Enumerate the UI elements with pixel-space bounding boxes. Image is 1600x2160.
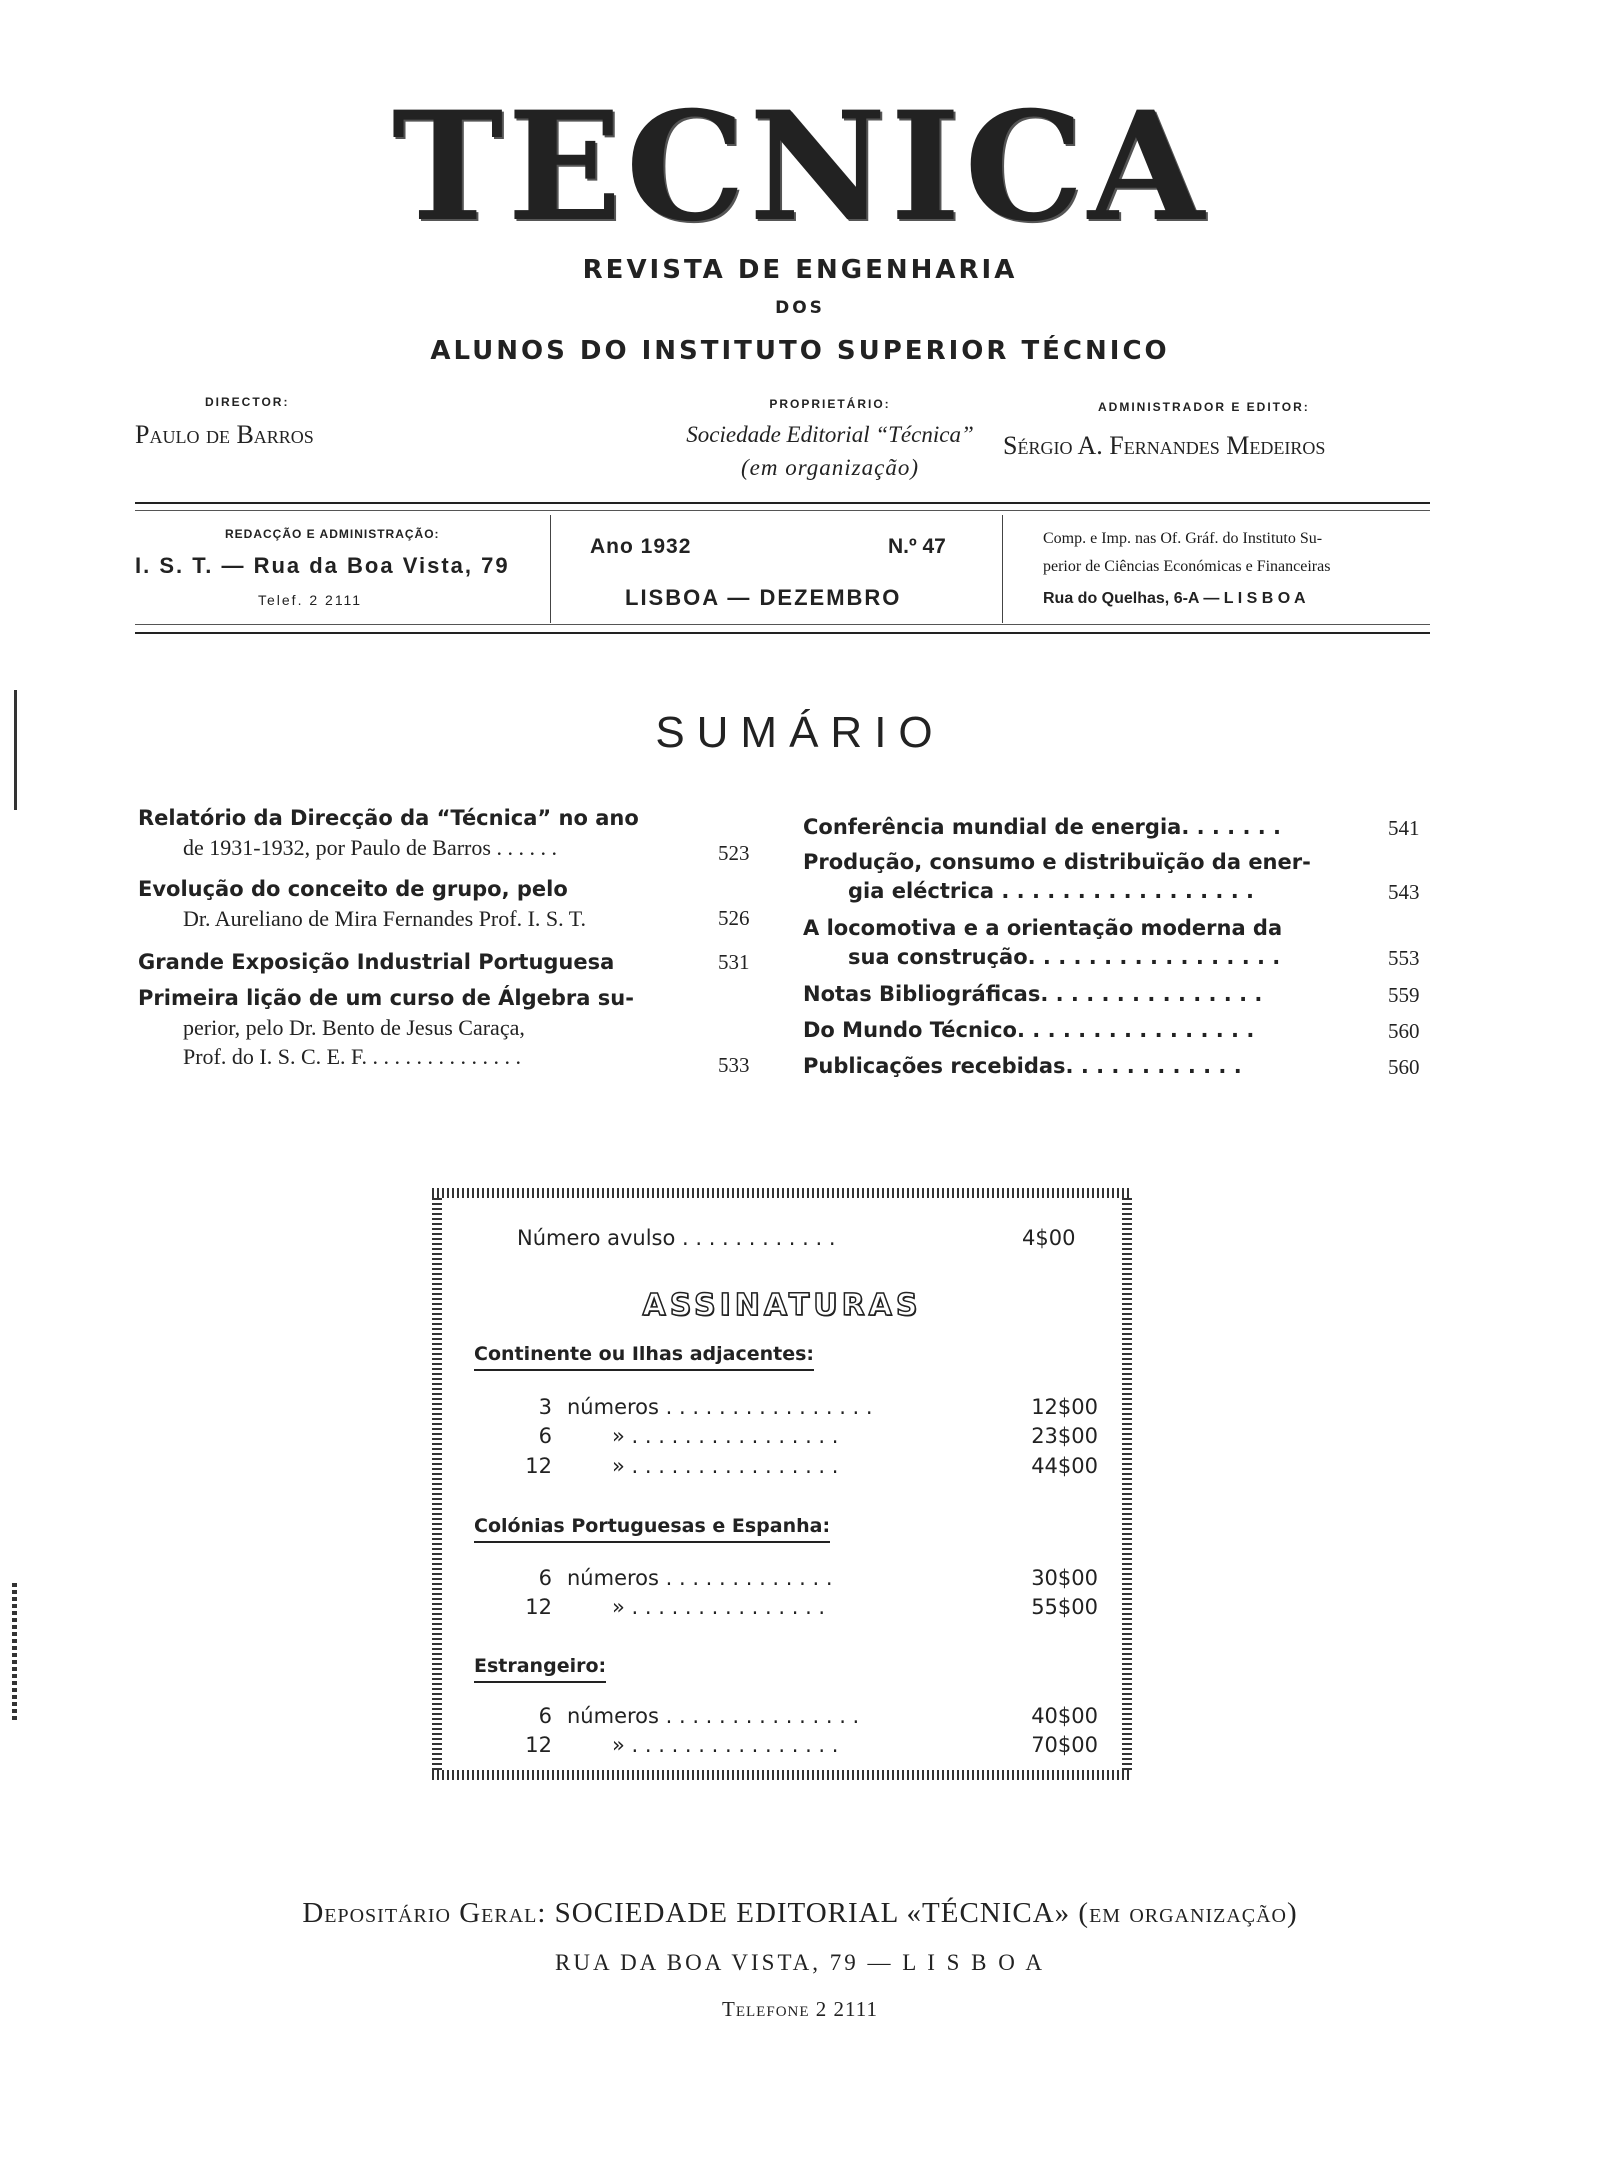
toc-item-line: Produção, consumo e distribuïção da ener- — [803, 850, 1311, 874]
toc-item[interactable] — [138, 947, 614, 977]
continente-price: 12$00 — [1031, 1395, 1098, 1419]
owner-status: (em organização) — [740, 455, 920, 480]
estrangeiro-qty: 6 — [538, 1704, 552, 1728]
colonias-label: » . . . . . . . . . . . . . . . — [612, 1595, 826, 1619]
estrangeiro-qty: 12 — [525, 1733, 552, 1757]
colonias-qty: 12 — [525, 1595, 552, 1619]
masthead-subtitle: REVISTA DE ENGENHARIA — [582, 255, 1018, 285]
toc-item[interactable] — [138, 874, 586, 933]
continente-label: » . . . . . . . . . . . . . . . . — [612, 1454, 839, 1478]
scan-edge-mark — [12, 1580, 17, 1720]
band-divider-left — [550, 515, 551, 623]
scan-edge-mark — [14, 690, 17, 810]
owner-name: Sociedade Editorial “Técnica” — [686, 422, 974, 447]
colonias-price: 30$00 — [1031, 1566, 1098, 1590]
estrangeiro-price: 40$00 — [1031, 1704, 1098, 1728]
toc-item-line: Primeira lição de um curso de Álgebra su- — [138, 986, 634, 1010]
band-phone: Telef. 2 2111 — [258, 592, 363, 608]
printer-line1: Comp. e Imp. nas Of. Gráf. do Instituto Su- — [1043, 530, 1323, 547]
admin-label: ADMINISTRADOR E EDITOR: — [1098, 400, 1310, 414]
toc-item-line: Relatório da Direcção da “Técnica” no ano — [138, 806, 639, 830]
printer-line2: perior de Ciências Económicas e Financeiras — [1043, 558, 1331, 575]
toc-item-line: Prof. do I. S. C. E. F. . . . . . . . . . . . . . . — [183, 1044, 522, 1069]
continente-label: números . . . . . . . . . . . . . . . . — [567, 1395, 873, 1419]
continente-qty: 6 — [538, 1424, 552, 1448]
toc-item-line: Dr. Aureliano de Mira Fernandes Prof. I. S. T. — [183, 906, 587, 931]
band-top-rule — [135, 502, 1430, 504]
toc-page-number: 543 — [1388, 880, 1420, 904]
colonias-heading: Colónias Portuguesas e Espanha: — [474, 1515, 830, 1543]
estrangeiro-label: » . . . . . . . . . . . . . . . . — [612, 1733, 839, 1757]
toc-item-line: Conferência mundial de energia. . . . . . . — [803, 815, 1282, 839]
toc-item-line: Notas Bibliográficas. . . . . . . . . . . . . . . — [803, 982, 1263, 1006]
continente-qty: 3 — [538, 1395, 552, 1419]
toc-page-number: 523 — [718, 841, 750, 865]
toc-item-line: Do Mundo Técnico. . . . . . . . . . . . . . . . — [803, 1018, 1255, 1042]
masthead-title: TECNICA — [391, 79, 1209, 255]
toc-item-line: Evolução do conceito de grupo, pelo — [138, 877, 568, 901]
toc-item[interactable] — [803, 1052, 1242, 1081]
toc-item-line: Grande Exposição Industrial Portuguesa — [138, 950, 615, 974]
toc-item[interactable] — [803, 914, 1282, 972]
colonias-qty: 6 — [538, 1566, 552, 1590]
toc-item-line: sua construção. . . . . . . . . . . . . . . . . — [848, 945, 1281, 969]
band-city-month: LISBOA — DEZEMBRO — [625, 585, 902, 610]
toc-page-number: 553 — [1388, 946, 1420, 970]
toc-item[interactable] — [803, 848, 1311, 906]
toc-item-line: de 1931-1932, por Paulo de Barros . . . . . . — [183, 835, 557, 860]
band-number: N.º 47 — [888, 535, 946, 558]
single-issue-label: Número avulso . . . . . . . . . . . . — [517, 1226, 836, 1250]
estrangeiro-heading: Estrangeiro: — [474, 1655, 606, 1683]
redaccao-label: REDACÇÃO E ADMINISTRAÇÃO: — [225, 527, 440, 541]
subscriptions-heading: ASSINATURAS — [642, 1288, 922, 1323]
single-issue-price: 4$00 — [1022, 1226, 1076, 1250]
footer-depositario: Depositário Geral: SOCIEDADE EDITORIAL «TÉCNICA» (em organização) — [302, 1897, 1298, 1929]
toc-item[interactable] — [138, 983, 634, 1071]
continente-price: 44$00 — [1031, 1454, 1098, 1478]
footer-address: RUA DA BOA VISTA, 79 — L I S B O A — [555, 1950, 1045, 1975]
band-divider-right — [1002, 515, 1003, 623]
toc-item[interactable] — [803, 980, 1262, 1009]
sumario-title: SUMÁRIO — [655, 708, 945, 757]
masthead-subtitle-dos: DOS — [775, 298, 825, 318]
director-label: DIRECTOR: — [205, 395, 290, 409]
toc-page-number: 559 — [1388, 983, 1420, 1007]
band-top-rule-thin — [135, 510, 1430, 511]
toc-item-line: A locomotiva e a orientação moderna da — [803, 916, 1283, 940]
masthead-subtitle-institute: ALUNOS DO INSTITUTO SUPERIOR TÉCNICO — [430, 336, 1170, 366]
colonias-price: 55$00 — [1031, 1595, 1098, 1619]
band-address: I. S. T. — Rua da Boa Vista, 79 — [135, 553, 510, 578]
toc-item-line: perior, pelo Dr. Bento de Jesus Caraça, — [183, 1015, 525, 1040]
band-bottom-rule — [135, 632, 1430, 634]
subscription-box — [422, 1178, 1142, 1790]
toc-page-number: 531 — [718, 950, 750, 974]
admin-name: Sérgio A. Fernandes Medeiros — [1003, 431, 1326, 460]
estrangeiro-label: números . . . . . . . . . . . . . . . — [567, 1704, 860, 1728]
continente-heading: Continente ou Ilhas adjacentes: — [474, 1343, 814, 1371]
toc-page-number: 533 — [718, 1053, 750, 1077]
toc-item[interactable] — [138, 803, 639, 862]
toc-page-number: 526 — [718, 906, 750, 930]
toc-page-number: 560 — [1388, 1019, 1420, 1043]
director-name: Paulo de Barros — [135, 420, 314, 449]
printer-line3: Rua do Quelhas, 6-A — L I S B O A — [1043, 590, 1306, 607]
toc-page-number: 541 — [1388, 816, 1420, 840]
estrangeiro-price: 70$00 — [1031, 1733, 1098, 1757]
continente-label: » . . . . . . . . . . . . . . . . — [612, 1424, 839, 1448]
band-bottom-rule-thin — [135, 624, 1430, 625]
footer-phone: Telefone 2 2111 — [722, 1997, 878, 2021]
toc-page-number: 560 — [1388, 1055, 1420, 1079]
owner-label: PROPRIETÁRIO: — [769, 397, 891, 411]
colonias-label: números . . . . . . . . . . . . . — [567, 1566, 833, 1590]
toc-item-line: gia eléctrica . . . . . . . . . . . . . . . . . — [848, 879, 1254, 903]
band-year: Ano 1932 — [590, 535, 692, 558]
toc-item[interactable] — [803, 1016, 1254, 1045]
toc-item[interactable] — [803, 813, 1281, 842]
toc-item-line: Publicações recebidas. . . . . . . . . . . . — [803, 1054, 1242, 1078]
continente-qty: 12 — [525, 1454, 552, 1478]
continente-price: 23$00 — [1031, 1424, 1098, 1448]
